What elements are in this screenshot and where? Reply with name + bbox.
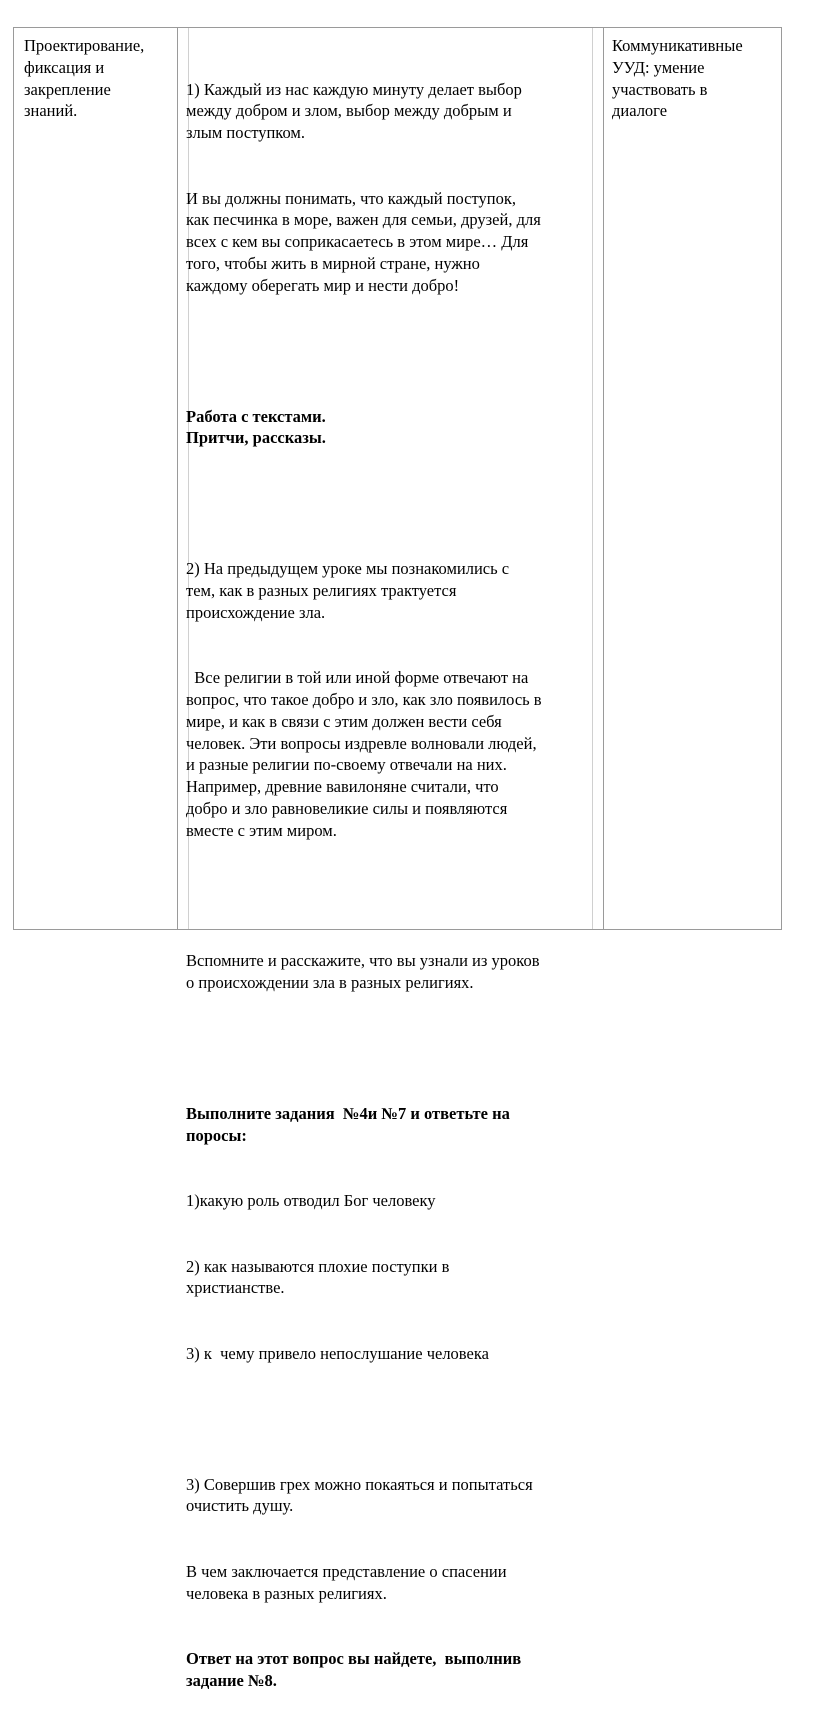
question-1: 1)какую роль отводил Бог человеку (186, 1191, 436, 1211)
spacer (186, 885, 599, 907)
content-cell (177, 28, 603, 1690)
question-2: 2) как называются плохие поступки в христианстве. (186, 1256, 450, 1298)
skills-text: Коммуникативные УУД: умение участвовать в диалоге (612, 36, 743, 121)
heading-answer: Ответ на этот вопрос вы найдете, выполнив задание №8. (186, 1648, 522, 1690)
paragraph-sin: 3) Совершив грех можно покаяться и попытаться очистить душу. (186, 1474, 533, 1516)
spacer (186, 1038, 599, 1060)
heading-tasks: Выполните задания №4и №7 и ответьте на поросы: (186, 1104, 510, 1145)
paragraph-deed: И вы должны понимать, что каждый поступок, как песчинка в море, важен для семьи, друзей, для всех с кем вы соприкасаетесь в этом мире… Для того, чтобы жить в мирной стране, нужно каждому оберегать мир и нести добро! (186, 188, 541, 295)
spacer (186, 493, 599, 515)
cell-inner-border (592, 28, 593, 929)
spacer (186, 1408, 599, 1430)
paragraph-choice: 1) Каждый из нас каждую минуту делает выбор между добром и злом, выбор между добрым и злым поступком. (186, 79, 522, 143)
paragraph-religions: Все религии в той или иной форме отвечают на вопрос, что такое добро и зло, как зло появилось в мире, и как в связи с этим должен вести себя человек. Эти вопросы издревле волновали людей, и разные религии по-своему отвечали на них. Например, древние вавилоняне считали, что добро и зло равновеликие силы и появляются вместе с этим миром. (186, 668, 542, 840)
question-3: 3) к чему привело непослушание человека (186, 1343, 489, 1363)
spacer (186, 340, 599, 362)
stage-text: Проектирование, фиксация и закрепление знаний. (24, 36, 145, 121)
stage-cell (14, 28, 177, 929)
content-text (186, 35, 599, 1735)
heading-texts: Работа с текстами. Притчи, рассказы. (186, 406, 326, 448)
lesson-table (13, 27, 782, 1690)
paragraph-recall: Вспомните и расскажите, что вы узнали из уроков о происхождении зла в разных религиях. (186, 951, 540, 993)
paragraph-previous-lesson: 2) На предыдущем уроке мы познакомились с тем, как в разных религиях трактуется происхождение зла. (186, 559, 510, 622)
paragraph-salvation: В чем заключается представление о спасении человека в разных религиях. (186, 1561, 507, 1603)
skills-cell (603, 28, 781, 929)
